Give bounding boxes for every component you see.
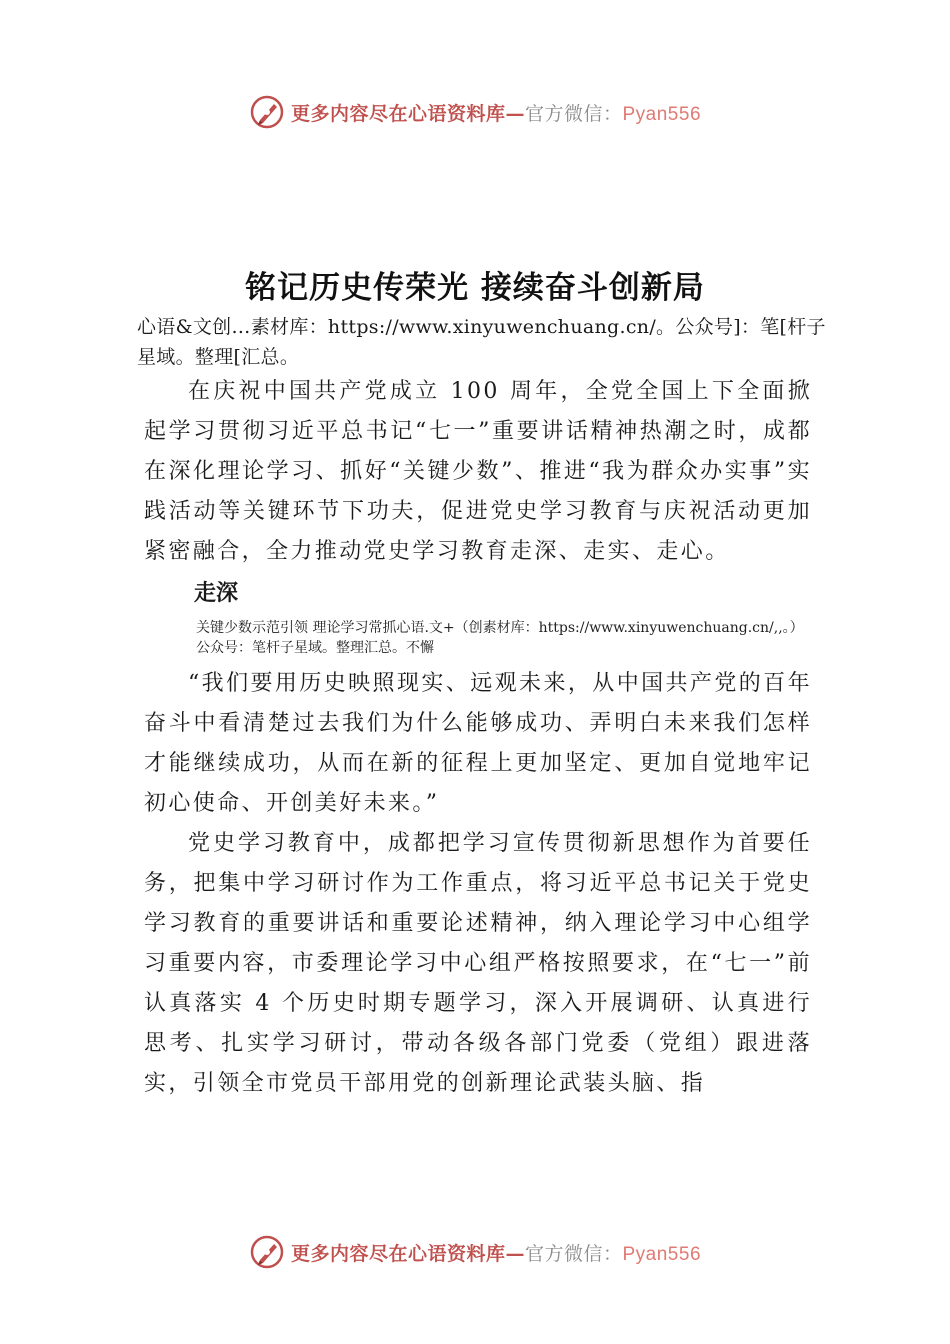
pen-circle-logo-icon [249, 1234, 285, 1270]
body-paragraph: 党史学习教育中，成都把学习宣传贯彻新思想作为首要任务，把集中学习研讨作为工作重点，将习近平总书记关于党史学习教育的重要讲话和重要论述精神，纳入理论学习中心组学习重要内容，市委理论学习中心组严格按照要求，在“七一”前认真落实 4 个历史时期专题学习，深入开展调研、认真进行思考、扎实学习研讨，带动各级各部门党委（党组）跟进落实，引领全市党员干部用党的创新理论武装头脑、指 [144, 831, 812, 1096]
banner-wechat-label: 官方微信： [524, 1242, 623, 1265]
banner-wechat-label: 官方微信： [524, 102, 623, 125]
banner-main-text: 更多内容尽在心语资料库— [290, 1242, 525, 1265]
banner-text [291, 1239, 701, 1266]
section-heading: 走深 [194, 581, 239, 606]
header-banner [0, 94, 950, 130]
section-note: 关键少数示范引领 理论学习常抓心语.文+（创素材库：https://www.xinyuwenchuang.cn/,,。）公众号：笔杆子星域。整理汇总。不懈 [196, 620, 804, 656]
document-title: 铭记历史传荣光 接续奋斗创新局 [245, 270, 705, 306]
banner-text [291, 99, 701, 126]
source-line: 心语&文创…素材库：https://www.xinyuwenchuang.cn/。公众号]：笔[杆子星域。整理[汇总。 [137, 316, 826, 368]
banner-main-text: 更多内容尽在心语资料库— [290, 102, 525, 125]
intro-paragraph: 在庆祝中国共产党成立 100 周年，全党全国上下全面掀起学习贯彻习近平总书记“七一”重要讲话精神热潮之时，成都在深化理论学习、抓好“关键少数”、推进“我为群众办实事”实践活动等关键环节下功夫，促进党史学习教育与庆祝活动更加紧密融合，全力推动党史学习教育走深、走实、走心。 [144, 379, 812, 564]
pen-circle-logo-icon [249, 94, 285, 130]
banner-wechat-id: Pyan556 [622, 103, 702, 125]
quote-paragraph: “我们要用历史映照现实、远观未来，从中国共产党的百年奋斗中看清楚过去我们为什么能够成功、弄明白未来我们怎样才能继续成功，从而在新的征程上更加坚定、更加自觉地牢记初心使命、开创美好未来。” [144, 671, 812, 816]
footer-banner [0, 1234, 950, 1270]
banner-wechat-id: Pyan556 [622, 1243, 702, 1265]
document-body [137, 312, 834, 1104]
